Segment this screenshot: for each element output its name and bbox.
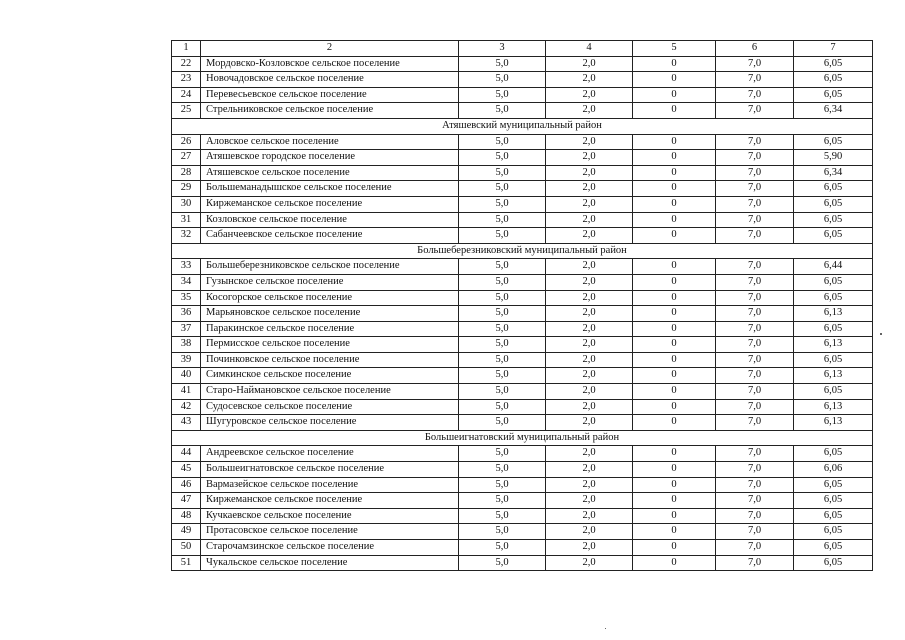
value-cell: 2,0 bbox=[546, 384, 633, 400]
value-cell: 6,34 bbox=[794, 165, 873, 181]
row-number: 49 bbox=[172, 524, 201, 540]
settlement-name: Сабанчеевское сельское поселение bbox=[201, 228, 459, 244]
value-cell: 7,0 bbox=[716, 540, 794, 556]
value-cell: 6,05 bbox=[794, 477, 873, 493]
table-row bbox=[172, 540, 873, 556]
row-number: 42 bbox=[172, 399, 201, 415]
table-row bbox=[172, 446, 873, 462]
value-cell: 5,0 bbox=[459, 306, 546, 322]
value-cell: 7,0 bbox=[716, 196, 794, 212]
value-cell: 7,0 bbox=[716, 477, 794, 493]
value-cell: 0 bbox=[633, 228, 716, 244]
value-cell: 0 bbox=[633, 87, 716, 103]
value-cell: 5,0 bbox=[459, 540, 546, 556]
value-cell: 0 bbox=[633, 337, 716, 353]
column-header: 5 bbox=[633, 41, 716, 57]
value-cell: 7,0 bbox=[716, 384, 794, 400]
settlement-name: Большеберезниковское сельское поселение bbox=[201, 259, 459, 275]
value-cell: 6,05 bbox=[794, 321, 873, 337]
value-cell: 2,0 bbox=[546, 524, 633, 540]
value-cell: 6,05 bbox=[794, 134, 873, 150]
table-row bbox=[172, 368, 873, 384]
row-number: 31 bbox=[172, 212, 201, 228]
value-cell: 0 bbox=[633, 181, 716, 197]
row-number: 43 bbox=[172, 415, 201, 431]
settlement-name: Стрельниковское сельское поселение bbox=[201, 103, 459, 119]
row-number: 40 bbox=[172, 368, 201, 384]
value-cell: 5,0 bbox=[459, 290, 546, 306]
value-cell: 6,13 bbox=[794, 368, 873, 384]
row-number: 44 bbox=[172, 446, 201, 462]
value-cell: 6,05 bbox=[794, 56, 873, 72]
settlement-name: Протасовское сельское поселение bbox=[201, 524, 459, 540]
value-cell: 0 bbox=[633, 555, 716, 571]
table-row bbox=[172, 196, 873, 212]
value-cell: 7,0 bbox=[716, 462, 794, 478]
table-row bbox=[172, 493, 873, 509]
table-row bbox=[172, 462, 873, 478]
value-cell: 6,44 bbox=[794, 259, 873, 275]
settlement-name: Гузынское сельское поселение bbox=[201, 274, 459, 290]
value-cell: 2,0 bbox=[546, 181, 633, 197]
value-cell: 5,0 bbox=[459, 165, 546, 181]
table-row bbox=[172, 87, 873, 103]
value-cell: 7,0 bbox=[716, 368, 794, 384]
row-number: 36 bbox=[172, 306, 201, 322]
value-cell: 0 bbox=[633, 56, 716, 72]
value-cell: 5,0 bbox=[459, 103, 546, 119]
column-header: 7 bbox=[794, 41, 873, 57]
value-cell: 0 bbox=[633, 290, 716, 306]
value-cell: 5,0 bbox=[459, 212, 546, 228]
value-cell: 6,05 bbox=[794, 524, 873, 540]
value-cell: 2,0 bbox=[546, 259, 633, 275]
value-cell: 0 bbox=[633, 368, 716, 384]
settlement-name: Старо-Наймановское сельское поселение bbox=[201, 384, 459, 400]
value-cell: 7,0 bbox=[716, 134, 794, 150]
value-cell: 0 bbox=[633, 196, 716, 212]
value-cell: 5,0 bbox=[459, 384, 546, 400]
row-number: 26 bbox=[172, 134, 201, 150]
value-cell: 0 bbox=[633, 493, 716, 509]
district-header-row bbox=[172, 243, 873, 259]
value-cell: 5,0 bbox=[459, 228, 546, 244]
row-number: 32 bbox=[172, 228, 201, 244]
table-row bbox=[172, 321, 873, 337]
value-cell: 5,0 bbox=[459, 555, 546, 571]
value-cell: 5,0 bbox=[459, 477, 546, 493]
value-cell: 6,05 bbox=[794, 384, 873, 400]
table-row bbox=[172, 259, 873, 275]
value-cell: 2,0 bbox=[546, 352, 633, 368]
value-cell: 5,0 bbox=[459, 150, 546, 166]
value-cell: 2,0 bbox=[546, 446, 633, 462]
row-number: 33 bbox=[172, 259, 201, 275]
value-cell: 0 bbox=[633, 462, 716, 478]
value-cell: 7,0 bbox=[716, 415, 794, 431]
value-cell: 7,0 bbox=[716, 352, 794, 368]
value-cell: 0 bbox=[633, 72, 716, 88]
value-cell: 6,05 bbox=[794, 274, 873, 290]
settlement-name: Симкинское сельское поселение bbox=[201, 368, 459, 384]
row-number: 45 bbox=[172, 462, 201, 478]
table-row bbox=[172, 290, 873, 306]
value-cell: 7,0 bbox=[716, 290, 794, 306]
value-cell: 0 bbox=[633, 384, 716, 400]
value-cell: 5,0 bbox=[459, 462, 546, 478]
value-cell: 0 bbox=[633, 103, 716, 119]
value-cell: 2,0 bbox=[546, 87, 633, 103]
value-cell: 2,0 bbox=[546, 399, 633, 415]
value-cell: 7,0 bbox=[716, 321, 794, 337]
value-cell: 5,0 bbox=[459, 368, 546, 384]
value-cell: 5,90 bbox=[794, 150, 873, 166]
row-number: 47 bbox=[172, 493, 201, 509]
value-cell: 5,0 bbox=[459, 134, 546, 150]
value-cell: 7,0 bbox=[716, 555, 794, 571]
row-number: 22 bbox=[172, 56, 201, 72]
table-header-row bbox=[172, 41, 873, 57]
value-cell: 2,0 bbox=[546, 228, 633, 244]
value-cell: 6,05 bbox=[794, 493, 873, 509]
value-cell: 2,0 bbox=[546, 134, 633, 150]
scan-speck bbox=[880, 333, 882, 335]
settlement-name: Кучкаевское сельское поселение bbox=[201, 508, 459, 524]
settlement-name: Перевесьевское сельское поселение bbox=[201, 87, 459, 103]
value-cell: 7,0 bbox=[716, 56, 794, 72]
value-cell: 6,06 bbox=[794, 462, 873, 478]
value-cell: 0 bbox=[633, 446, 716, 462]
settlement-name: Шугуровское сельское поселение bbox=[201, 415, 459, 431]
column-header: 1 bbox=[172, 41, 201, 57]
value-cell: 7,0 bbox=[716, 306, 794, 322]
value-cell: 2,0 bbox=[546, 56, 633, 72]
value-cell: 2,0 bbox=[546, 196, 633, 212]
value-cell: 6,13 bbox=[794, 415, 873, 431]
value-cell: 6,13 bbox=[794, 337, 873, 353]
table-row bbox=[172, 415, 873, 431]
row-number: 38 bbox=[172, 337, 201, 353]
value-cell: 2,0 bbox=[546, 321, 633, 337]
value-cell: 7,0 bbox=[716, 274, 794, 290]
value-cell: 2,0 bbox=[546, 368, 633, 384]
settlement-name: Большеигнатовское сельское поселение bbox=[201, 462, 459, 478]
value-cell: 7,0 bbox=[716, 87, 794, 103]
column-header: 6 bbox=[716, 41, 794, 57]
settlement-name: Киржеманское сельское поселение bbox=[201, 493, 459, 509]
value-cell: 2,0 bbox=[546, 72, 633, 88]
value-cell: 5,0 bbox=[459, 181, 546, 197]
settlement-name: Мордовско-Козловское сельское поселение bbox=[201, 56, 459, 72]
value-cell: 6,13 bbox=[794, 306, 873, 322]
value-cell: 6,05 bbox=[794, 290, 873, 306]
value-cell: 0 bbox=[633, 524, 716, 540]
value-cell: 6,05 bbox=[794, 196, 873, 212]
value-cell: 0 bbox=[633, 321, 716, 337]
table-row bbox=[172, 399, 873, 415]
table-row bbox=[172, 150, 873, 166]
value-cell: 5,0 bbox=[459, 399, 546, 415]
value-cell: 7,0 bbox=[716, 212, 794, 228]
value-cell: 7,0 bbox=[716, 337, 794, 353]
value-cell: 5,0 bbox=[459, 321, 546, 337]
value-cell: 2,0 bbox=[546, 415, 633, 431]
value-cell: 5,0 bbox=[459, 337, 546, 353]
value-cell: 7,0 bbox=[716, 150, 794, 166]
value-cell: 6,05 bbox=[794, 181, 873, 197]
value-cell: 0 bbox=[633, 399, 716, 415]
settlement-name: Пермисское сельское поселение bbox=[201, 337, 459, 353]
value-cell: 0 bbox=[633, 540, 716, 556]
value-cell: 5,0 bbox=[459, 446, 546, 462]
value-cell: 0 bbox=[633, 212, 716, 228]
row-number: 27 bbox=[172, 150, 201, 166]
row-number: 41 bbox=[172, 384, 201, 400]
value-cell: 2,0 bbox=[546, 477, 633, 493]
settlement-name: Большеманадышское сельское поселение bbox=[201, 181, 459, 197]
table-row bbox=[172, 228, 873, 244]
value-cell: 2,0 bbox=[546, 306, 633, 322]
value-cell: 6,05 bbox=[794, 446, 873, 462]
value-cell: 6,05 bbox=[794, 228, 873, 244]
district-header-row bbox=[172, 118, 873, 134]
value-cell: 7,0 bbox=[716, 508, 794, 524]
value-cell: 0 bbox=[633, 150, 716, 166]
settlement-name: Аловское сельское поселение bbox=[201, 134, 459, 150]
row-number: 39 bbox=[172, 352, 201, 368]
table-row bbox=[172, 337, 873, 353]
settlement-name: Новочадовское сельское поселение bbox=[201, 72, 459, 88]
settlement-name: Паракинское сельское поселение bbox=[201, 321, 459, 337]
table-row bbox=[172, 274, 873, 290]
table-row bbox=[172, 306, 873, 322]
value-cell: 0 bbox=[633, 134, 716, 150]
value-cell: 6,05 bbox=[794, 87, 873, 103]
value-cell: 5,0 bbox=[459, 508, 546, 524]
settlement-name: Андреевское сельское поселение bbox=[201, 446, 459, 462]
table-row bbox=[172, 477, 873, 493]
row-number: 37 bbox=[172, 321, 201, 337]
row-number: 48 bbox=[172, 508, 201, 524]
value-cell: 6,05 bbox=[794, 508, 873, 524]
settlement-name: Косогорское сельское поселение bbox=[201, 290, 459, 306]
settlement-name: Козловское сельское поселение bbox=[201, 212, 459, 228]
value-cell: 2,0 bbox=[546, 165, 633, 181]
value-cell: 0 bbox=[633, 259, 716, 275]
table-row bbox=[172, 181, 873, 197]
value-cell: 5,0 bbox=[459, 352, 546, 368]
table-row bbox=[172, 524, 873, 540]
table-row bbox=[172, 72, 873, 88]
value-cell: 5,0 bbox=[459, 196, 546, 212]
value-cell: 6,34 bbox=[794, 103, 873, 119]
value-cell: 2,0 bbox=[546, 150, 633, 166]
value-cell: 2,0 bbox=[546, 540, 633, 556]
value-cell: 7,0 bbox=[716, 103, 794, 119]
row-number: 35 bbox=[172, 290, 201, 306]
value-cell: 7,0 bbox=[716, 524, 794, 540]
value-cell: 5,0 bbox=[459, 493, 546, 509]
document-page bbox=[171, 40, 872, 571]
table-row bbox=[172, 103, 873, 119]
value-cell: 6,05 bbox=[794, 352, 873, 368]
table-row bbox=[172, 165, 873, 181]
value-cell: 7,0 bbox=[716, 493, 794, 509]
value-cell: 6,05 bbox=[794, 72, 873, 88]
settlement-name: Атяшевское сельское поселение bbox=[201, 165, 459, 181]
value-cell: 6,05 bbox=[794, 212, 873, 228]
row-number: 29 bbox=[172, 181, 201, 197]
value-cell: 7,0 bbox=[716, 228, 794, 244]
value-cell: 2,0 bbox=[546, 103, 633, 119]
row-number: 23 bbox=[172, 72, 201, 88]
settlement-name: Марьяновское сельское поселение bbox=[201, 306, 459, 322]
value-cell: 6,13 bbox=[794, 399, 873, 415]
table-row bbox=[172, 212, 873, 228]
settlements-table bbox=[171, 40, 873, 571]
row-number: 25 bbox=[172, 103, 201, 119]
district-header-row bbox=[172, 430, 873, 446]
column-header: 2 bbox=[201, 41, 459, 57]
row-number: 51 bbox=[172, 555, 201, 571]
settlement-name: Старочамзинское сельское поселение bbox=[201, 540, 459, 556]
value-cell: 7,0 bbox=[716, 259, 794, 275]
column-header: 4 bbox=[546, 41, 633, 57]
value-cell: 0 bbox=[633, 477, 716, 493]
district-name: Большеигнатовский муниципальный район bbox=[172, 430, 873, 446]
value-cell: 5,0 bbox=[459, 56, 546, 72]
value-cell: 0 bbox=[633, 274, 716, 290]
column-header: 3 bbox=[459, 41, 546, 57]
value-cell: 0 bbox=[633, 165, 716, 181]
value-cell: 6,05 bbox=[794, 555, 873, 571]
table-row bbox=[172, 384, 873, 400]
table-row bbox=[172, 508, 873, 524]
value-cell: 2,0 bbox=[546, 337, 633, 353]
value-cell: 0 bbox=[633, 415, 716, 431]
value-cell: 2,0 bbox=[546, 212, 633, 228]
value-cell: 7,0 bbox=[716, 399, 794, 415]
settlement-name: Починковское сельское поселение bbox=[201, 352, 459, 368]
settlement-name: Киржеманское сельское поселение bbox=[201, 196, 459, 212]
value-cell: 0 bbox=[633, 508, 716, 524]
settlement-name: Вармазейское сельское поселение bbox=[201, 477, 459, 493]
value-cell: 5,0 bbox=[459, 524, 546, 540]
value-cell: 5,0 bbox=[459, 274, 546, 290]
value-cell: 7,0 bbox=[716, 446, 794, 462]
value-cell: 7,0 bbox=[716, 181, 794, 197]
row-number: 46 bbox=[172, 477, 201, 493]
value-cell: 0 bbox=[633, 352, 716, 368]
row-number: 34 bbox=[172, 274, 201, 290]
value-cell: 2,0 bbox=[546, 462, 633, 478]
value-cell: 2,0 bbox=[546, 290, 633, 306]
scan-speck bbox=[605, 628, 606, 629]
value-cell: 6,05 bbox=[794, 540, 873, 556]
value-cell: 5,0 bbox=[459, 72, 546, 88]
row-number: 30 bbox=[172, 196, 201, 212]
value-cell: 5,0 bbox=[459, 87, 546, 103]
value-cell: 7,0 bbox=[716, 165, 794, 181]
row-number: 50 bbox=[172, 540, 201, 556]
row-number: 24 bbox=[172, 87, 201, 103]
value-cell: 0 bbox=[633, 306, 716, 322]
value-cell: 5,0 bbox=[459, 259, 546, 275]
district-name: Атяшевский муниципальный район bbox=[172, 118, 873, 134]
settlement-name: Чукальское сельское поселение bbox=[201, 555, 459, 571]
row-number: 28 bbox=[172, 165, 201, 181]
table-row bbox=[172, 555, 873, 571]
value-cell: 2,0 bbox=[546, 555, 633, 571]
settlement-name: Судосевское сельское поселение bbox=[201, 399, 459, 415]
value-cell: 5,0 bbox=[459, 415, 546, 431]
value-cell: 2,0 bbox=[546, 274, 633, 290]
district-name: Большеберезниковский муниципальный район bbox=[172, 243, 873, 259]
table-row bbox=[172, 56, 873, 72]
table-row bbox=[172, 352, 873, 368]
value-cell: 2,0 bbox=[546, 508, 633, 524]
value-cell: 7,0 bbox=[716, 72, 794, 88]
value-cell: 2,0 bbox=[546, 493, 633, 509]
table-row bbox=[172, 134, 873, 150]
settlement-name: Атяшевское городское поселение bbox=[201, 150, 459, 166]
